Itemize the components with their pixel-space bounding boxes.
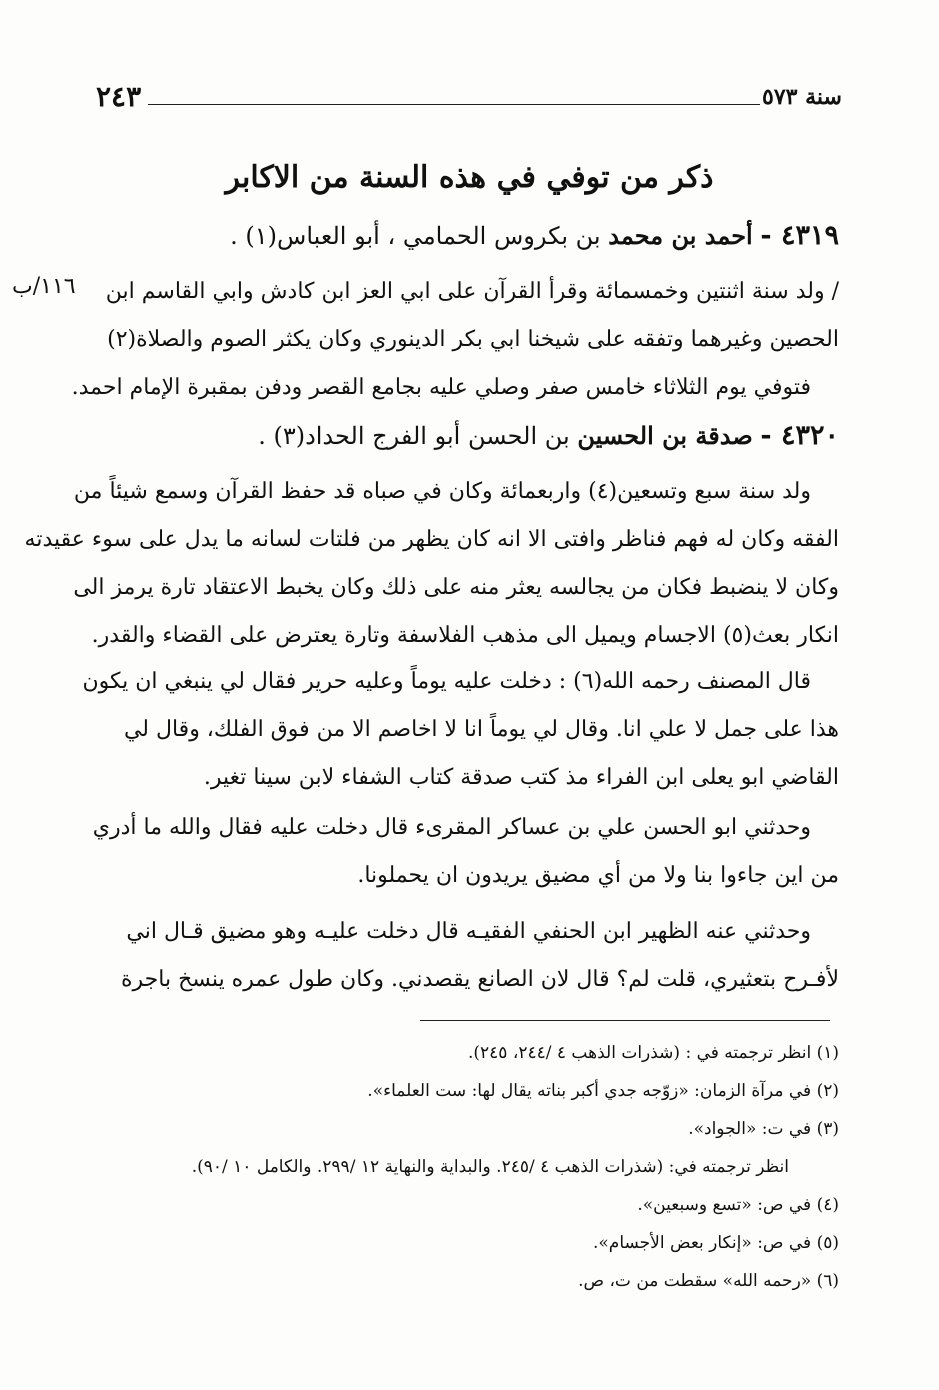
entry-heading-4319 [230,220,839,251]
footnote-rule [420,1020,830,1021]
entry-name: أحمد بن محمد [608,221,753,250]
entry-number: ٤٣٢٠ - [760,420,839,451]
text-line: قال المصنف رحمه الله(٦) : دخلت عليه يوماً وعليه حرير فقال لي ينبغي ان يكون [82,669,811,694]
footnote: (١) انظر ترجمته في : (شذرات الذهب ٤ /٢٤٤، ٢٤٥). [468,1043,839,1063]
footnote: (٦) «رحمه الله» سقطت من ت، ص. [578,1271,839,1291]
year-label: سنة ٥٧٣ [762,84,842,110]
entry-body-4320 [24,468,839,660]
footnote: (٤) في ص: «تسع وسبعين». [637,1195,839,1215]
entry-heading-4320 [258,420,839,451]
text-line: وحدثني عنه الظهير ابن الحنفي الفقيـه قال دخلت عليـه وهو مضيق قـال اني [126,919,811,944]
text-line: هذا على جمل لا علي انا. وقال لي يوماً انا لا اخاصم الا من فوق الفلك، وقال لي [123,717,839,742]
text-line: / ولد سنة اثنتين وخمسمائة وقرأ القرآن على ابي العز ابن كادش وابي القاسم ابن [105,279,839,304]
text-line: وكان لا ينضبط فكان من يجالسه يعثر منه على ذلك وكان يخبط الاعتقاد تارة يرمز الى [73,575,839,600]
footnote-continuation: انظر ترجمته في: (شذرات الذهب ٤ /٢٤٥. والبداية والنهاية ١٢ /٢٩٩. والكامل ١٠ /٩٠). [191,1157,789,1177]
text-line: الفقه وكان له فهم فناظر وافتى الا انه كان يظهر من فلتات لسانه ما يدل على سوء عقيدته [24,527,839,552]
paragraph-ibn-asakir [92,804,839,900]
entry-number: ٤٣١٩ - [760,220,839,251]
text-line: ولد سنة سبع وتسعين(٤) واربعمائة وكان في صباه قد حفظ القرآن وسمع شيئاً من [73,479,811,504]
header-rule [148,104,760,105]
entry-name: صدقة بن الحسين [577,421,753,450]
paragraph-al-zahir [99,908,839,1004]
manuscript-folio-ref: ١١٦/ب [12,274,76,299]
footnote: (٥) في ص: «إنكار بعض الأجسام». [592,1233,839,1253]
text-line: الحصين وغيرهما وتفقه على شيخنا ابي بكر الدينوري وكان يكثر الصوم والصلاة(٢) [107,327,839,352]
footnote: (٢) في مرآة الزمان: «زوّجه جدي أكبر بناته يقال لها: ست العلماء». [367,1081,839,1101]
text-line: القاضي ابو يعلى ابن الفراء مذ كتب صدقة كتاب الشفاء لابن سينا تغير. [203,765,839,790]
text-line: انكار بعث(٥) الاجسام ويميل الى مذهب الفلاسفة وتارة يعترض على القضاء والقدر. [91,623,839,648]
entry-body-4319 [71,268,839,412]
entry-name-rest: بن بكروس الحمامي ، أبو العباس(١) . [230,222,601,250]
text-line: لأفـرح بتعثيري، قلت لم؟ قال لان الصانع يقصدني. وكان طول عمره ينسخ باجرة [121,967,839,992]
text-line: فتوفي يوم الثلاثاء خامس صفر وصلي عليه بجامع القصر ودفن بمقبرة الإمام احمد. [71,375,811,400]
text-line: وحدثني ابو الحسن علي بن عساكر المقرىء قال دخلت عليه فقال والله ما أدري [92,815,811,840]
page-number: ٢٤٣ [96,80,142,113]
paragraph-author-remark [82,658,839,802]
running-header [96,80,842,124]
footnote: (٣) في ت: «الجواد». [688,1119,839,1139]
section-title: ذكر من توفي في هذه السنة من الاكابر [225,160,714,195]
entry-name-rest: بن الحسن أبو الفرج الحداد(٣) . [258,422,570,450]
footnotes [99,1034,839,1300]
text-line: من اين جاءوا بنا ولا من أي مضيق يريدون ان يحملونا. [357,863,839,888]
